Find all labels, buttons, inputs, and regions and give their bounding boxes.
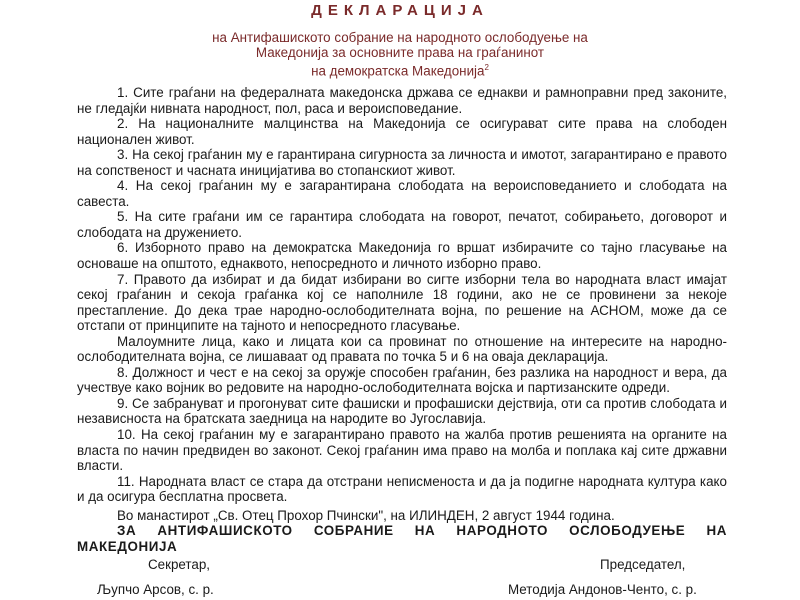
subtitle-line: Македонија за основните права на граѓанинот [255,45,545,60]
article-7-addendum: Малоумните лица, како и лицата кои са провинат по отношение на интересите на народно-ослободителната војна, се лишаваат од правата по точка 5 и 6 на оваја декларација. [77,333,727,365]
subtitle-line: на Антифашиското собрание на народното ослободуење на [212,30,588,45]
article-5: 5. На сите граѓани им се гарантира слободата на говорот, печатот, собирањето, договорот и слободата на дружението. [77,209,727,240]
president-role: Председател, [600,557,686,572]
article-11: 11. Народната власт се стара да отстрани неписменоста и да ја подигне народната култура како и да осигура бесплатна просвета. [77,473,727,505]
article-8: 8. Должност и чест е на секој за оружје способен граѓанин, без разлика на народност и вера, да учествуе како војник во редовите на народно-ослободителната војска и партизанските одреди. [77,364,727,396]
article-6: 6. Изборното право на демократска Македонија го вршат избирачите со тајно гласување на основаше на општото, еднаквото, непосредното и личното изборно право. [77,240,727,272]
footnote-mark: 2 [484,63,489,72]
article-10: 10. На секој граѓанин му е загарантирано правото на жалба против решенията на органите на власта по начин предвиден во законот. Секој граѓанин има право на молба и поплака кај сите државни власти. [77,427,727,474]
place-date: Во манастирот „Св. Отец Прохор Пчински", на ИЛИНДЕН, 2 август 1944 година. [117,507,615,523]
president-name: Методија Андонов-Ченто, с. р. [508,582,697,597]
closing-statement: ЗА АНТИФАШИСКОТО СОБРАНИЕ НА НАРОДНОТО ОСЛОБОДУЕЊЕ НА МАКЕДОНИЈА [77,523,727,554]
article-7: 7. Правото да избират и да бидат избирани во сигте изборни тела во народната власт имајат секој граѓанин и секоја граѓанка кој се наполниле 18 години, ако не се провинени за некоје престапление. До дека трае народно-ослободителната војна, по решение на АСНОМ, може да се отстапи от принципите на тајното и непосредното гласување. [77,271,727,334]
document-body [77,85,727,554]
article-1: 1. Сите граѓани на федералната македонска држава се еднакви и рамноправни пред законите, не гледајќи нивната народност, пол, раса и вероисповедание. [77,85,727,116]
subtitle-line: на демократска Македонија$^2$ [311,63,489,79]
article-4: 4. На секој граѓанин му е загарантирана слободата на вероисповеданието и слободата на савеста. [77,178,727,209]
document-title: ДЕКЛАРАЦИЈА [311,2,489,19]
article-2: 2. На националните малцинства на Македонија се осигурават сите права на слободен национален живот. [77,116,727,147]
article-9: 9. Се забрануват и прогонуват сите фашиски и профашиски дејствија, оти са против слободата и независноста на братската заедница на народите во Југославија. [77,395,727,427]
article-3: 3. На секој граѓанин му е гарантирана сигурноста за личноста и имотот, загарантирано е правото на сопственост и часната иницијатива во стопанскиот живот. [77,147,727,178]
secretary-name: Љупчо Арсов, с. р. [97,582,214,597]
document-subtitle [0,30,800,78]
secretary-role: Секретар, [148,557,211,572]
